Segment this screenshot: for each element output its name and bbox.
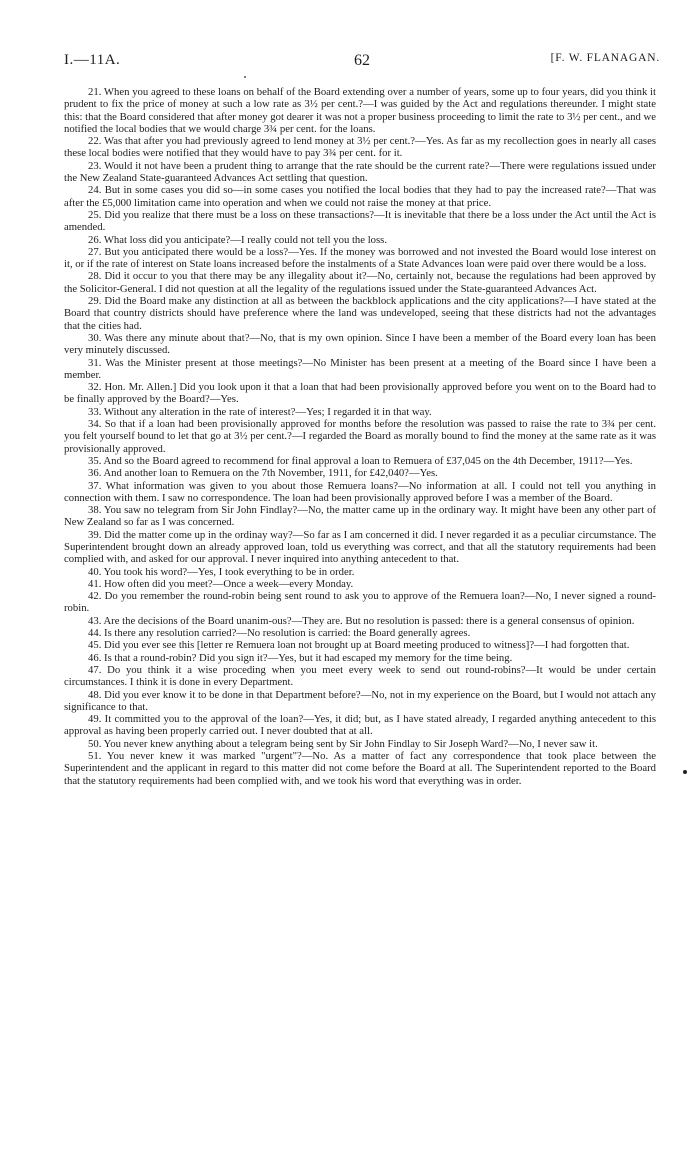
paragraph-35: 35. And so the Board agreed to recommend for final approval a loan to Remuera of £37,045 on the 4th December, 1911?—Yes.: [88, 454, 633, 467]
paragraph-40: 40. You took his word?—Yes, I took everything to be in order.: [88, 565, 355, 578]
paragraph-48: 48. Did you ever know it to be done in that Department before?—No, not in my experience on the Board, but I would not attach any significance to that.: [64, 688, 656, 713]
paragraph-23: 23. Would it not have been a prudent thing to arrange that the rate should be the current rate?—There were regulations issued under the New Zealand State-guaranteed Advances Act settling that question.: [64, 159, 656, 185]
paragraph-22: 22. Was that after you had previously agreed to lend money at 3½ per cent.?—Yes. As far as my recollection goes in nearly all cases these local bodies were notified that they would have to pay 3¾ per cent. for it.: [64, 135, 656, 160]
witness-name: [F. W. FLANAGAN.: [550, 52, 660, 64]
paragraph-28: 28. Did it occur to you that there may be any illegality about it?—No, certainly not, because the regulations had been approved by the Solicitor-General. I did not question at all the legality of the regulations issued under the State-guaranteed Advances Act.: [64, 270, 656, 295]
paragraph-38: 38. You saw no telegram from Sir John Findlay?—No, the matter came up in the ordinary way. It might have been any other part of New Zealand so far as I was concerned.: [64, 504, 656, 529]
print-speck: [244, 76, 246, 78]
paper-reference: I.—11A.: [64, 52, 121, 68]
paragraph-24: 24. But in some cases you did so—in some cases you notified the local bodies that they had to pay the increased rate?—That was after the £5,000 limitation came into operation and when we could not raise the money at that price.: [64, 184, 656, 209]
paragraph-47: 47. Do you think it a wise proceding when you meet every week to send out round-robins?—It would be under certain circumstances. I think it is done in every Department.: [64, 663, 656, 689]
paragraph-36: 36. And another loan to Remuera on the 7th November, 1911, for £42,040?—Yes.: [88, 467, 438, 480]
paragraph-43: 43. Are the decisions of the Board unanim-ous?—They are. But no resolution is passed: there is a general consensus of opinion.: [88, 614, 635, 627]
margin-mark: [683, 770, 687, 774]
paragraph-49: 49. It committed you to the approval of the loan?—Yes, it did; but, as I have stated already, I regarded anything antecedent to this approval as having been properly carried out. I never doubted that at all.: [64, 713, 656, 738]
paragraph-34: 34. So that if a loan had been provisionally approved for months before the resolution was passed to raise the rate to 3¾ per cent. you felt yourself bound to let that go at 3½ per cent.?—I regarded the Board as morally bound to find the money at the same rate as it was provisionally approved.: [64, 418, 656, 455]
paragraph-25: 25. Did you realize that there must be a loss on these transactions?—It is inevitable that there be a loss under the Act until the Act is amended.: [64, 208, 656, 234]
paragraph-31: 31. Was the Minister present at those meetings?—No Minister has been present at a meeting of the Board since I have been a member.: [64, 356, 656, 381]
paragraph-41: 41. How often did you meet?—Once a week—every Monday.: [88, 577, 354, 590]
paragraph-27: 27. But you anticipated there would be a loss?—Yes. If the money was borrowed and not invested the Board would lose interest on it, or if the rate of interest on State loans increased before the instalments of a State Advances loan were paid over there would be a loss.: [64, 245, 656, 271]
paragraph-29: 29. Did the Board make any distinction at all as between the backblock applications and the city applications?—I have stated at the Board that country districts should have preference where the land was undeveloped, seeing that these districts had not the advantages that the cities had.: [64, 295, 656, 332]
page-number: 62: [354, 52, 370, 69]
paragraph-45: 45. Did you ever see this [letter re Remuera loan not brought up at Board meeting produced to witness]?—I had forgotten that.: [88, 639, 630, 652]
paragraph-50: 50. You never knew anything about a telegram being sent by Sir John Findlay to Sir Joseph Ward?—No, I never saw it.: [88, 737, 598, 750]
page-header: [64, 52, 660, 74]
paragraph-26: 26. What loss did you anticipate?—I really could not tell you the loss.: [88, 233, 387, 246]
paragraph-46: 46. Is that a round-robin? Did you sign it?—Yes, but it had escaped my memory for the time being.: [88, 651, 513, 664]
paragraph-51: 51. You never knew it was marked "urgent"?—No. As a matter of fact any correspondence that took place between the Superintendent and the applicant in regard to this matter did not come before the Board at all. The Superintendent reported to the Board that the statutory requirements had been complied with, and we took his word that everything was in order.: [64, 750, 656, 787]
testimony-body: [64, 86, 656, 787]
paragraph-32: 32. Hon. Mr. Allen.] Did you look upon it that a loan that had been provisionally approved before you went on to the Board had to be finally approved by the Board?—Yes.: [64, 381, 656, 406]
paragraph-39: 39. Did the matter come up in the ordinay way?—So far as I am concerned it did. I never regarded it as a peculiar circumstance. The Superintendent brought down an already approved loan, told us everything was correct, and that all the statutory requirements had been complied with, and asked for our approval. I never inquired into anything antecedent to that.: [64, 528, 656, 566]
paragraph-37: 37. What information was given to you about those Remuera loans?—No information at all. I could not tell you anything in connection with them. I saw no correspondence. The loan had been provisionally approved before I was a member of the Board.: [64, 479, 656, 504]
paragraph-44: 44. Is there any resolution carried?—No resolution is carried: the Board generally agrees.: [88, 627, 471, 640]
paragraph-21: 21. When you agreed to these loans on behalf of the Board extending over a number of years, some up to four years, did you think it prudent to fix the price of money at such a low rate as 3½ per cent.?—I was guided by the Act and regulations thereunder. I might state this: that the Board considered that after money got dearer it was not a proper business proceeding to limit the rate to 3½ per cent., and we notified the local bodies that we would charge 3¾ per cent. for the loans.: [64, 86, 656, 135]
paragraph-42: 42. Do you remember the round-robin being sent round to ask you to approve of the Remuera loan?—No, I never signed a round-robin.: [64, 590, 656, 615]
paragraph-30: 30. Was there any minute about that?—No, that is my own opinion. Since I have been a member of the Board every loan has been very minutely discussed.: [64, 331, 656, 357]
paragraph-33: 33. Without any alteration in the rate of interest?—Yes; I regarded it in that way.: [88, 405, 432, 418]
